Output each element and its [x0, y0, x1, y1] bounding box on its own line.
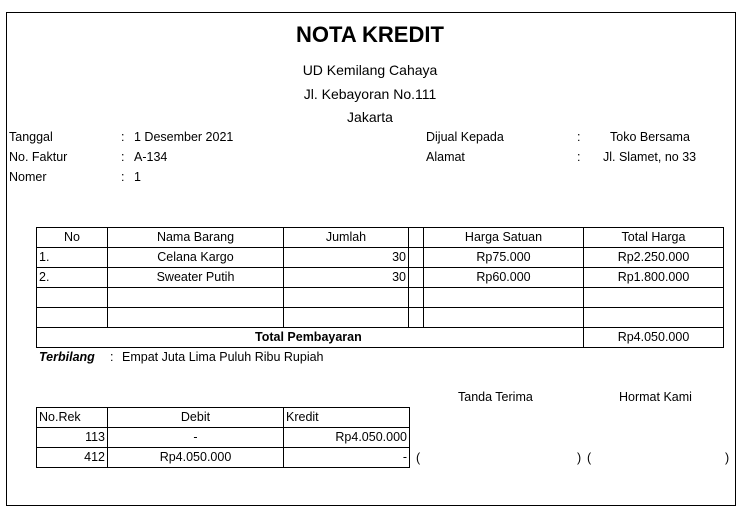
cell-nama-barang — [108, 288, 284, 308]
receiver-paren-close: ) — [577, 451, 582, 465]
terbilang-value: Empat Juta Lima Puluh Ribu Rupiah — [122, 350, 324, 364]
cell-blank — [409, 288, 424, 308]
items-table — [36, 227, 724, 348]
table-row — [37, 448, 410, 468]
info-value-nomer: 1 — [134, 170, 141, 184]
info-sep: : — [577, 150, 581, 164]
company-address: Jl. Kebayoran No.111 — [303, 86, 437, 102]
cell-harga-satuan: Rp60.000 — [424, 268, 584, 288]
terbilang-sep: : — [110, 350, 114, 364]
info-sep: : — [121, 150, 125, 164]
cell-kredit: - — [284, 448, 410, 468]
header-no: No — [37, 228, 108, 248]
terbilang-label: Terbilang — [39, 350, 95, 364]
table-row — [37, 268, 724, 288]
cell-nama-barang: Sweater Putih — [108, 268, 284, 288]
cell-no — [37, 288, 108, 308]
header-blank — [409, 228, 424, 248]
info-value-dijual-kepada: Toko Bersama — [610, 130, 690, 144]
cell-blank — [409, 308, 424, 328]
cell-no — [37, 308, 108, 328]
header-harga-satuan: Harga Satuan — [424, 228, 584, 248]
hormat-kami-label: Hormat Kami — [619, 390, 692, 404]
accounts-header-row — [37, 408, 410, 428]
table-row — [37, 428, 410, 448]
table-row — [37, 308, 724, 328]
cell-harga-satuan — [424, 308, 584, 328]
cell-total-harga — [584, 308, 724, 328]
header-nama-barang: Nama Barang — [108, 228, 284, 248]
document-title: NOTA KREDIT — [296, 22, 444, 47]
cell-total-harga — [584, 288, 724, 308]
cell-harga-satuan: Rp75.000 — [424, 248, 584, 268]
table-row — [37, 248, 724, 268]
cell-total-harga: Rp2.250.000 — [584, 248, 724, 268]
cell-nama-barang — [108, 308, 284, 328]
cell-debit: Rp4.050.000 — [108, 448, 284, 468]
info-value-alamat: Jl. Slamet, no 33 — [603, 150, 697, 164]
cell-no-rek: 113 — [37, 428, 108, 448]
total-pembayaran-value: Rp4.050.000 — [584, 328, 724, 348]
receiver-paren-open: ( — [416, 451, 421, 465]
info-sep: : — [121, 170, 125, 184]
info-value-tanggal: 1 Desember 2021 — [134, 130, 234, 144]
items-header-row — [37, 228, 724, 248]
total-pembayaran-label: Total Pembayaran — [37, 328, 584, 348]
header-no-rek: No.Rek — [37, 408, 108, 428]
info-label-dijual-kepada: Dijual Kepada — [426, 130, 504, 144]
company-city: Jakarta — [347, 109, 393, 125]
sender-paren-close: ) — [725, 451, 730, 465]
cell-debit: - — [108, 428, 284, 448]
tanda-terima-label: Tanda Terima — [458, 390, 533, 404]
header-debit: Debit — [108, 408, 284, 428]
cell-jumlah: 30 — [284, 268, 409, 288]
cell-no: 1. — [37, 248, 108, 268]
total-row — [37, 328, 724, 348]
info-value-no-faktur: A-134 — [134, 150, 168, 164]
info-label-no-faktur: No. Faktur — [9, 150, 68, 164]
cell-kredit: Rp4.050.000 — [284, 428, 410, 448]
cell-harga-satuan — [424, 288, 584, 308]
accounts-table — [36, 407, 410, 468]
cell-total-harga: Rp1.800.000 — [584, 268, 724, 288]
table-row — [37, 288, 724, 308]
info-label-tanggal: Tanggal — [9, 130, 53, 144]
cell-jumlah — [284, 308, 409, 328]
header-total-harga: Total Harga — [584, 228, 724, 248]
cell-no: 2. — [37, 268, 108, 288]
info-label-nomer: Nomer — [9, 170, 47, 184]
cell-blank — [409, 268, 424, 288]
info-sep: : — [121, 130, 125, 144]
cell-blank — [409, 248, 424, 268]
cell-no-rek: 412 — [37, 448, 108, 468]
cell-jumlah — [284, 288, 409, 308]
info-sep: : — [577, 130, 581, 144]
header-jumlah: Jumlah — [284, 228, 409, 248]
sender-paren-open: ( — [587, 451, 592, 465]
cell-jumlah: 30 — [284, 248, 409, 268]
header-kredit: Kredit — [284, 408, 410, 428]
info-label-alamat: Alamat — [426, 150, 465, 164]
cell-nama-barang: Celana Kargo — [108, 248, 284, 268]
company-name: UD Kemilang Cahaya — [302, 62, 438, 78]
